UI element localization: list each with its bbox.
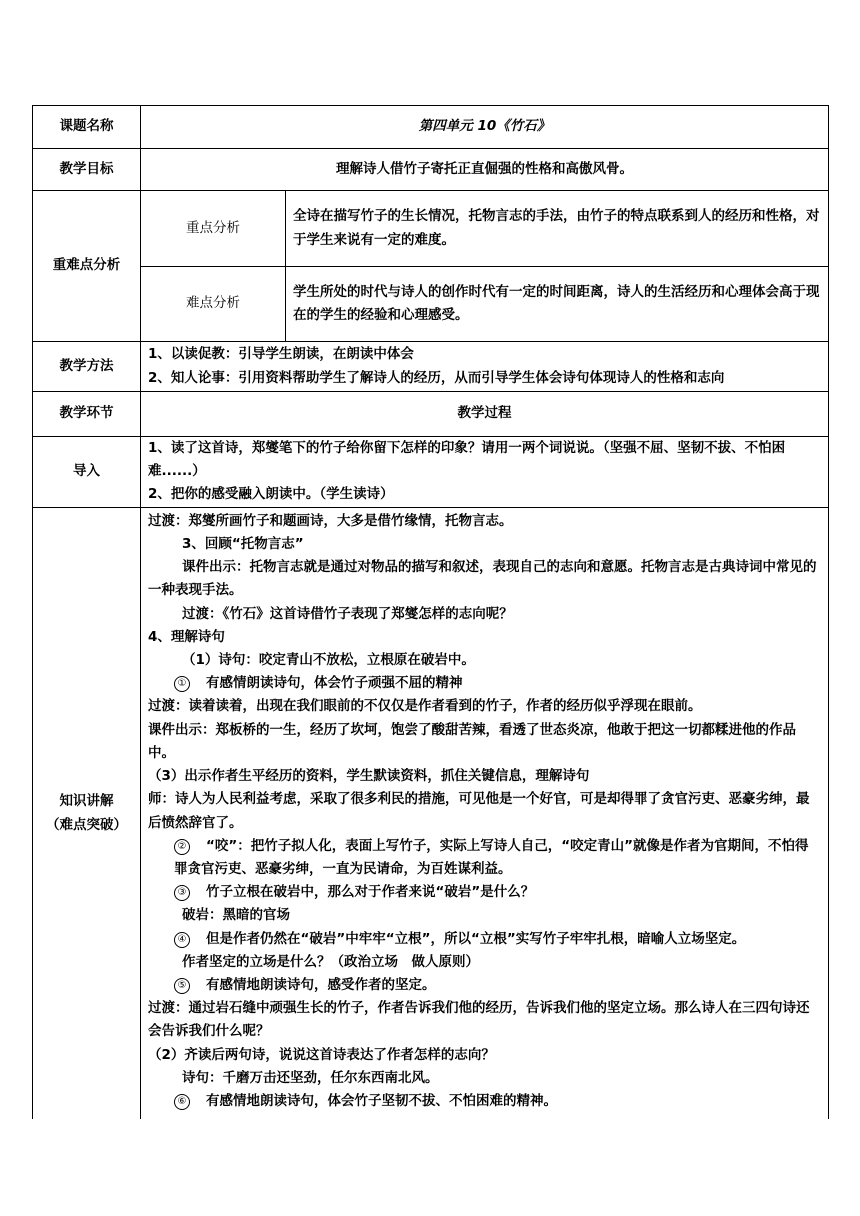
content-line: 课件出示：托物言志就是通过对物品的描写和叙述，表现自己的志向和意愿。托物言志是古典诗词中常见的一种表现手法。 (148, 559, 817, 599)
course-name-value: 第四单元 10《竹石》 (141, 106, 829, 149)
circled-number-3: ③ (174, 885, 190, 901)
circled-number-4: ④ (174, 932, 190, 948)
numbered-line (148, 974, 821, 997)
content-line: 有感情朗读诗句，体会竹子顽强不屈的精神 (206, 675, 463, 692)
content-line: 过渡：《竹石》这首诗借竹子表现了郑燮怎样的志向呢？ (182, 605, 513, 622)
methods-row (33, 342, 829, 392)
content-line: 课件出示：郑板桥的一生，经历了坎坷，饱尝了酸甜苦辣，看透了世态炎凉，他敢于把这一切都糅进他的作品中。 (148, 721, 796, 761)
numbered-line (148, 881, 821, 904)
teaching-goal-label: 教学目标 (33, 149, 141, 191)
method-item: 2、知人论事：引用资料帮助学生了解诗人的经历，从而引导学生体会诗句体现诗人的性格和志向 (148, 369, 725, 386)
circled-number-1: ① (174, 676, 190, 692)
content-line: （1）诗句：咬定青山不放松，立根原在破岩中。 (182, 651, 475, 668)
content-line: 4、理解诗句 (148, 628, 225, 645)
content-line: 作者坚定的立场是什么？（政治立场 做人原则） (182, 953, 479, 970)
knowledge-label-line1: 知识讲解 (59, 793, 114, 810)
teaching-goal-row (33, 149, 829, 191)
numbered-line (148, 928, 821, 951)
process-header-label: 教学环节 (33, 392, 141, 437)
circled-number-5: ⑤ (174, 978, 190, 994)
content-line: 3、回顾“托物言志” (182, 535, 304, 552)
course-name-row (33, 106, 829, 149)
process-header-row (33, 392, 829, 437)
content-line: “咬”：把竹子拟人化，表面上写竹子，实际上写诗人自己，“咬定青山”就像是作者为官期间，不怕得罪贪官污吏、恶豪劣绅，一直为民请命，为百姓谋利益。 (174, 837, 809, 877)
difficulty-label: 重难点分析 (33, 191, 141, 342)
numbered-line (148, 835, 821, 881)
content-line: 诗句：千磨万击还坚劲，任尔东西南北风。 (182, 1069, 439, 1086)
content-line: 师：诗人为人民利益考虑，采取了很多利民的措施，可见他是一个好官，可是却得罪了贪官污吏、恶豪劣绅，最后愤然辞官了。 (148, 791, 810, 831)
teaching-goal-value: 理解诗人借竹子寄托正直倔强的性格和高傲风骨。 (141, 149, 829, 191)
content-line: （3）出示作者生平经历的资料，学生默读资料，抓住关键信息，理解诗句 (148, 768, 590, 785)
content-line: 竹子立根在破岩中，那么对于作者来说“破岩”是什么？ (206, 884, 535, 901)
numbered-line (148, 1090, 821, 1113)
knowledge-content (141, 507, 829, 1119)
content-line: 有感情地朗读诗句，体会竹子坚韧不拔、不怕困难的精神。 (206, 1093, 557, 1110)
intro-line: 2、把你的感受融入朗读中。（学生读诗） (148, 486, 394, 503)
content-line: 过渡：郑燮所画竹子和题画诗，大多是借竹缘情，托物言志。 (148, 512, 513, 529)
methods-content (141, 342, 829, 392)
hard-point-label: 难点分析 (141, 267, 286, 342)
methods-label: 教学方法 (33, 342, 141, 392)
hard-point-text: 学生所处的时代与诗人的创作时代有一定的时间距离，诗人的生活经历和心理体会高于现在的学生的经验和心理感受。 (286, 267, 829, 342)
course-name-label: 课题名称 (33, 106, 141, 149)
knowledge-row (33, 507, 829, 1119)
key-point-row (33, 191, 829, 267)
knowledge-label (33, 507, 141, 1119)
lesson-plan-page (32, 105, 828, 1110)
knowledge-label-line2: （难点突破） (46, 816, 127, 833)
hard-point-row (33, 267, 829, 342)
key-point-text: 全诗在描写竹子的生长情况，托物言志的手法，由竹子的特点联系到人的经历和性格，对于学生来说有一定的难度。 (286, 191, 829, 267)
intro-label: 导入 (33, 437, 141, 508)
intro-content (141, 437, 829, 508)
content-line: 过渡：读着读着，出现在我们眼前的不仅仅是作者看到的竹子，作者的经历似乎浮现在眼前。 (148, 698, 702, 715)
numbered-line (148, 672, 821, 695)
lesson-plan-table (32, 105, 829, 1119)
content-line: （2）齐读后两句诗，说说这首诗表达了作者怎样的志向？ (148, 1046, 495, 1063)
content-line: 破岩：黑暗的官场 (182, 907, 290, 924)
key-point-label: 重点分析 (141, 191, 286, 267)
content-line: 过渡：通过岩石缝中顽强生长的竹子，作者告诉我们他的经历，告诉我们他的坚定立场。那么诗人在三四句诗还会告诉我们什么呢？ (148, 1000, 810, 1040)
intro-line: 1、读了这首诗，郑燮笔下的竹子给你留下怎样的印象？请用一两个词说说。（坚强不屈、坚韧不拔、不怕困难......） (148, 440, 786, 480)
circled-number-2: ② (174, 839, 190, 855)
circled-number-6: ⑥ (174, 1094, 190, 1110)
intro-row (33, 437, 829, 508)
method-item: 1、以读促教：引导学生朗读，在朗读中体会 (148, 346, 414, 363)
content-line: 有感情地朗读诗句，感受作者的坚定。 (206, 977, 436, 994)
process-header-value: 教学过程 (141, 392, 829, 437)
content-line: 但是作者仍然在“破岩”中牢牢“立根”，所以“立根”实写竹子牢牢扎根，暗喻人立场坚定。 (206, 930, 746, 947)
